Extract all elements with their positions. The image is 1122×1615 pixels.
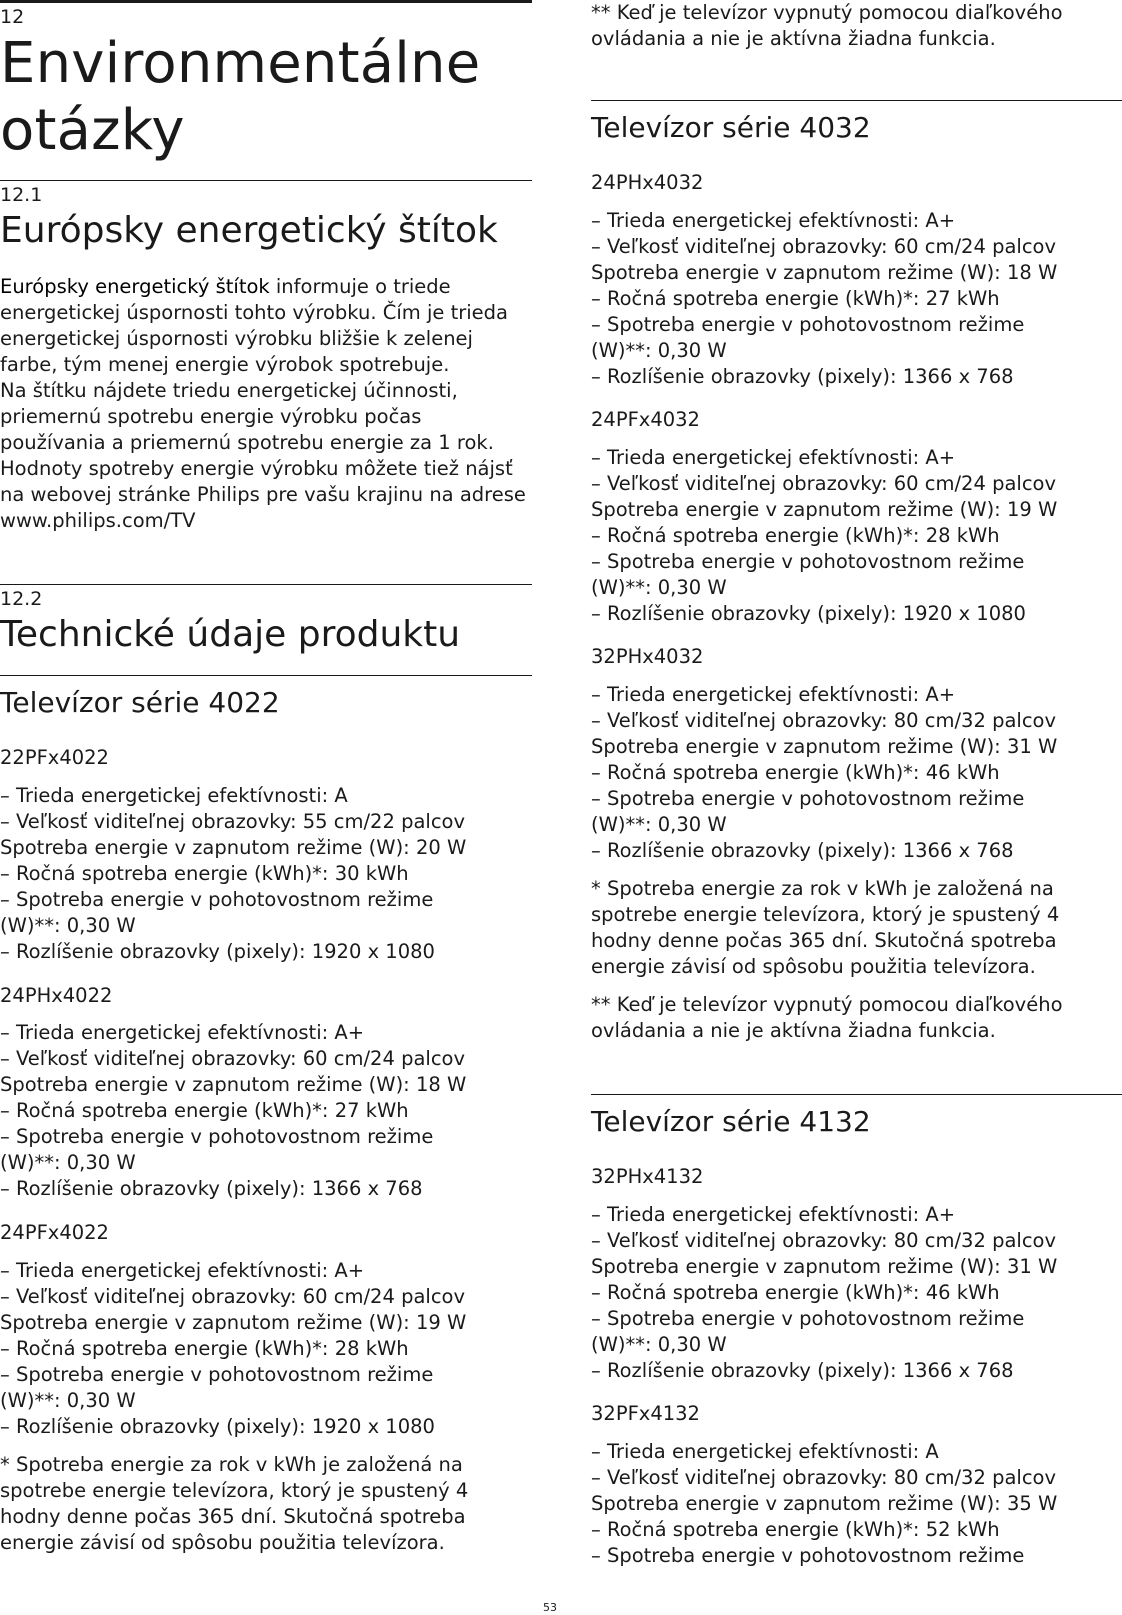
spec-line: Spotreba energie v zapnutom režime (W): 31 W — [591, 1255, 1058, 1278]
spec-line: – Spotreba energie v pohotovostnom režime — [591, 550, 1025, 573]
spec-line: Spotreba energie v zapnutom režime (W): 19 W — [0, 1311, 467, 1334]
footnote-line: ovládania a nie je aktívna žiadna funkcia. — [591, 1019, 996, 1042]
spec-line: Spotreba energie v zapnutom režime (W): 18 W — [0, 1073, 467, 1096]
footnote-line: energie závisí od spôsobu použitia televízora. — [591, 955, 1036, 978]
footnote-line: ** Keď je televízor vypnutý pomocou diaľkového — [591, 993, 1063, 1016]
spec-line: (W)**: 0,30 W — [0, 1151, 136, 1174]
intro-line: na webovej stránke Philips pre vašu krajinu na adrese — [0, 483, 526, 506]
subsection-rule — [0, 675, 532, 676]
footnote-line: hodny denne počas 365 dní. Skutočná spotreba — [0, 1505, 466, 1528]
spec-line: Spotreba energie v zapnutom režime (W): 18 W — [591, 261, 1058, 284]
spec-line: – Ročná spotreba energie (kWh)*: 28 kWh — [0, 1337, 409, 1360]
spec-line: – Trieda energetickej efektívnosti: A+ — [0, 1259, 365, 1282]
section-number: 12.2 — [0, 588, 43, 610]
spec-line: – Trieda energetickej efektívnosti: A+ — [591, 446, 956, 469]
intro-line: farbe, tým menej energie výrobok spotrebuje. — [0, 353, 450, 376]
spec-line: (W)**: 0,30 W — [591, 576, 727, 599]
model-name: 32PHx4132 — [591, 1165, 704, 1188]
spec-line: – Trieda energetickej efektívnosti: A+ — [591, 209, 956, 232]
model-specs — [591, 1202, 1057, 1384]
model-name: 24PHx4032 — [591, 171, 704, 194]
spec-line: – Ročná spotreba energie (kWh)*: 27 kWh — [0, 1099, 409, 1122]
spec-line: – Rozlíšenie obrazovky (pixely): 1920 x 1080 — [591, 602, 1026, 625]
spec-line: – Trieda energetickej efektívnosti: A+ — [591, 683, 956, 706]
spec-line: – Veľkosť viditeľnej obrazovky: 80 cm/32 palcov — [591, 1229, 1057, 1252]
spec-line: – Trieda energetickej efektívnosti: A+ — [591, 1203, 956, 1226]
section-rule — [0, 180, 532, 181]
intro-text: informuje o triede — [269, 275, 451, 298]
energy-label-term: Európsky energetický štítok — [0, 275, 270, 298]
series-4032-title: Televízor série 4032 — [591, 111, 871, 144]
subsection-rule — [591, 100, 1122, 101]
spec-line: – Veľkosť viditeľnej obrazovky: 60 cm/24 palcov — [0, 1047, 466, 1070]
chapter-rule — [0, 0, 532, 3]
section-title: Technické údaje produktu — [0, 614, 461, 655]
model-specs — [0, 1258, 466, 1440]
model-name: 24PFx4032 — [591, 408, 700, 431]
spec-line: – Veľkosť viditeľnej obrazovky: 55 cm/22 palcov — [0, 810, 466, 833]
spec-line: – Spotreba energie v pohotovostnom režime — [0, 1363, 434, 1386]
chapter-number: 12 — [0, 6, 25, 28]
footnote-line: ovládania a nie je aktívna žiadna funkcia. — [591, 27, 996, 50]
intro-line: používania a priemernú spotrebu energie za 1 rok. — [0, 431, 494, 454]
spec-line: – Rozlíšenie obrazovky (pixely): 1920 x 1080 — [0, 1415, 435, 1438]
footnote-annual — [0, 1452, 468, 1556]
footnote-line: spotrebe energie televízora, ktorý je spustený 4 — [0, 1479, 469, 1502]
spec-line: – Trieda energetickej efektívnosti: A — [0, 784, 348, 807]
spec-line: – Spotreba energie v pohotovostnom režime — [591, 787, 1025, 810]
subsection-rule — [591, 1094, 1122, 1095]
spec-line: – Veľkosť viditeľnej obrazovky: 60 cm/24 palcov — [591, 235, 1057, 258]
spec-line: – Ročná spotreba energie (kWh)*: 46 kWh — [591, 761, 1000, 784]
footnote-standby — [591, 992, 1063, 1044]
model-name: 24PFx4022 — [0, 1221, 109, 1244]
spec-line: (W)**: 0,30 W — [591, 339, 727, 362]
spec-line: – Spotreba energie v pohotovostnom režime — [0, 1125, 434, 1148]
energy-label-intro — [0, 274, 532, 534]
spec-line: – Spotreba energie v pohotovostnom režime — [591, 1307, 1025, 1330]
spec-line: (W)**: 0,30 W — [591, 813, 727, 836]
spec-line: – Trieda energetickej efektívnosti: A+ — [0, 1021, 365, 1044]
spec-line: – Rozlíšenie obrazovky (pixely): 1920 x 1080 — [0, 940, 435, 963]
spec-line: – Trieda energetickej efektívnosti: A — [591, 1440, 939, 1463]
section-rule — [0, 584, 532, 585]
spec-line: – Ročná spotreba energie (kWh)*: 52 kWh — [591, 1518, 1000, 1541]
spec-line: – Ročná spotreba energie (kWh)*: 46 kWh — [591, 1281, 1000, 1304]
model-specs — [0, 1020, 466, 1202]
series-4132-title: Televízor série 4132 — [591, 1105, 871, 1138]
chapter-title-line1: Environmentálne — [0, 31, 481, 96]
model-specs — [591, 445, 1057, 627]
footnote-line: ** Keď je televízor vypnutý pomocou diaľkového — [591, 1, 1063, 24]
spec-line: – Rozlíšenie obrazovky (pixely): 1366 x 768 — [591, 1359, 1014, 1382]
spec-line: Spotreba energie v zapnutom režime (W): 35 W — [591, 1492, 1058, 1515]
intro-line: energetickej úspornosti tohto výrobku. Čím je trieda — [0, 301, 508, 324]
model-specs — [0, 783, 466, 965]
series-4022-title: Televízor série 4022 — [0, 686, 280, 719]
spec-line: – Ročná spotreba energie (kWh)*: 28 kWh — [591, 524, 1000, 547]
model-name: 32PHx4032 — [591, 645, 704, 668]
spec-line: – Rozlíšenie obrazovky (pixely): 1366 x 768 — [591, 839, 1014, 862]
spec-line: – Spotreba energie v pohotovostnom režime — [591, 1544, 1025, 1567]
page-number: 53 — [543, 1601, 557, 1614]
spec-line: – Veľkosť viditeľnej obrazovky: 80 cm/32 palcov — [591, 1466, 1057, 1489]
footnote-line: hodny denne počas 365 dní. Skutočná spotreba — [591, 929, 1057, 952]
spec-line: (W)**: 0,30 W — [0, 1389, 136, 1412]
footnote-line: * Spotreba energie za rok v kWh je založená na — [591, 877, 1054, 900]
spec-line: – Ročná spotreba energie (kWh)*: 27 kWh — [591, 287, 1000, 310]
spec-line: Spotreba energie v zapnutom režime (W): 19 W — [591, 498, 1058, 521]
intro-line: priemernú spotrebu energie výrobku počas — [0, 405, 422, 428]
model-name: 22PFx4022 — [0, 746, 109, 769]
model-specs — [591, 208, 1057, 390]
footnote-line: * Spotreba energie za rok v kWh je založená na — [0, 1453, 463, 1476]
spec-line: – Veľkosť viditeľnej obrazovky: 60 cm/24 palcov — [591, 472, 1057, 495]
spec-line: – Spotreba energie v pohotovostnom režime — [591, 313, 1025, 336]
spec-line: – Veľkosť viditeľnej obrazovky: 60 cm/24 palcov — [0, 1285, 466, 1308]
intro-line: energetickej úspornosti výrobku bližšie k zelenej — [0, 327, 473, 350]
spec-line: Spotreba energie v zapnutom režime (W): 31 W — [591, 735, 1058, 758]
chapter-title-line2: otázky — [0, 98, 185, 163]
spec-line: – Rozlíšenie obrazovky (pixely): 1366 x 768 — [0, 1177, 423, 1200]
footnote-line: spotrebe energie televízora, ktorý je spustený 4 — [591, 903, 1060, 926]
model-name: 32PFx4132 — [591, 1402, 700, 1425]
intro-line: Na štítku nájdete triedu energetickej účinnosti, — [0, 379, 458, 402]
section-title: Európsky energetický štítok — [0, 210, 498, 251]
spec-line: (W)**: 0,30 W — [0, 914, 136, 937]
philips-url-link[interactable]: www.philips.com/TV — [0, 509, 196, 532]
model-specs — [591, 1439, 1057, 1569]
footnote-annual — [591, 876, 1059, 980]
section-number: 12.1 — [0, 184, 43, 206]
intro-line: Hodnoty spotreby energie výrobku môžete tiež nájsť — [0, 457, 513, 480]
spec-line: – Ročná spotreba energie (kWh)*: 30 kWh — [0, 862, 409, 885]
spec-line: Spotreba energie v zapnutom režime (W): 20 W — [0, 836, 467, 859]
footnote-line: energie závisí od spôsobu použitia televízora. — [0, 1531, 445, 1554]
spec-line: – Veľkosť viditeľnej obrazovky: 80 cm/32 palcov — [591, 709, 1057, 732]
spec-line: – Spotreba energie v pohotovostnom režime — [0, 888, 434, 911]
model-specs — [591, 682, 1057, 864]
model-name: 24PHx4022 — [0, 984, 113, 1007]
spec-line: – Rozlíšenie obrazovky (pixely): 1366 x 768 — [591, 365, 1014, 388]
spec-line: (W)**: 0,30 W — [591, 1333, 727, 1356]
footnote-standby — [591, 0, 1063, 52]
